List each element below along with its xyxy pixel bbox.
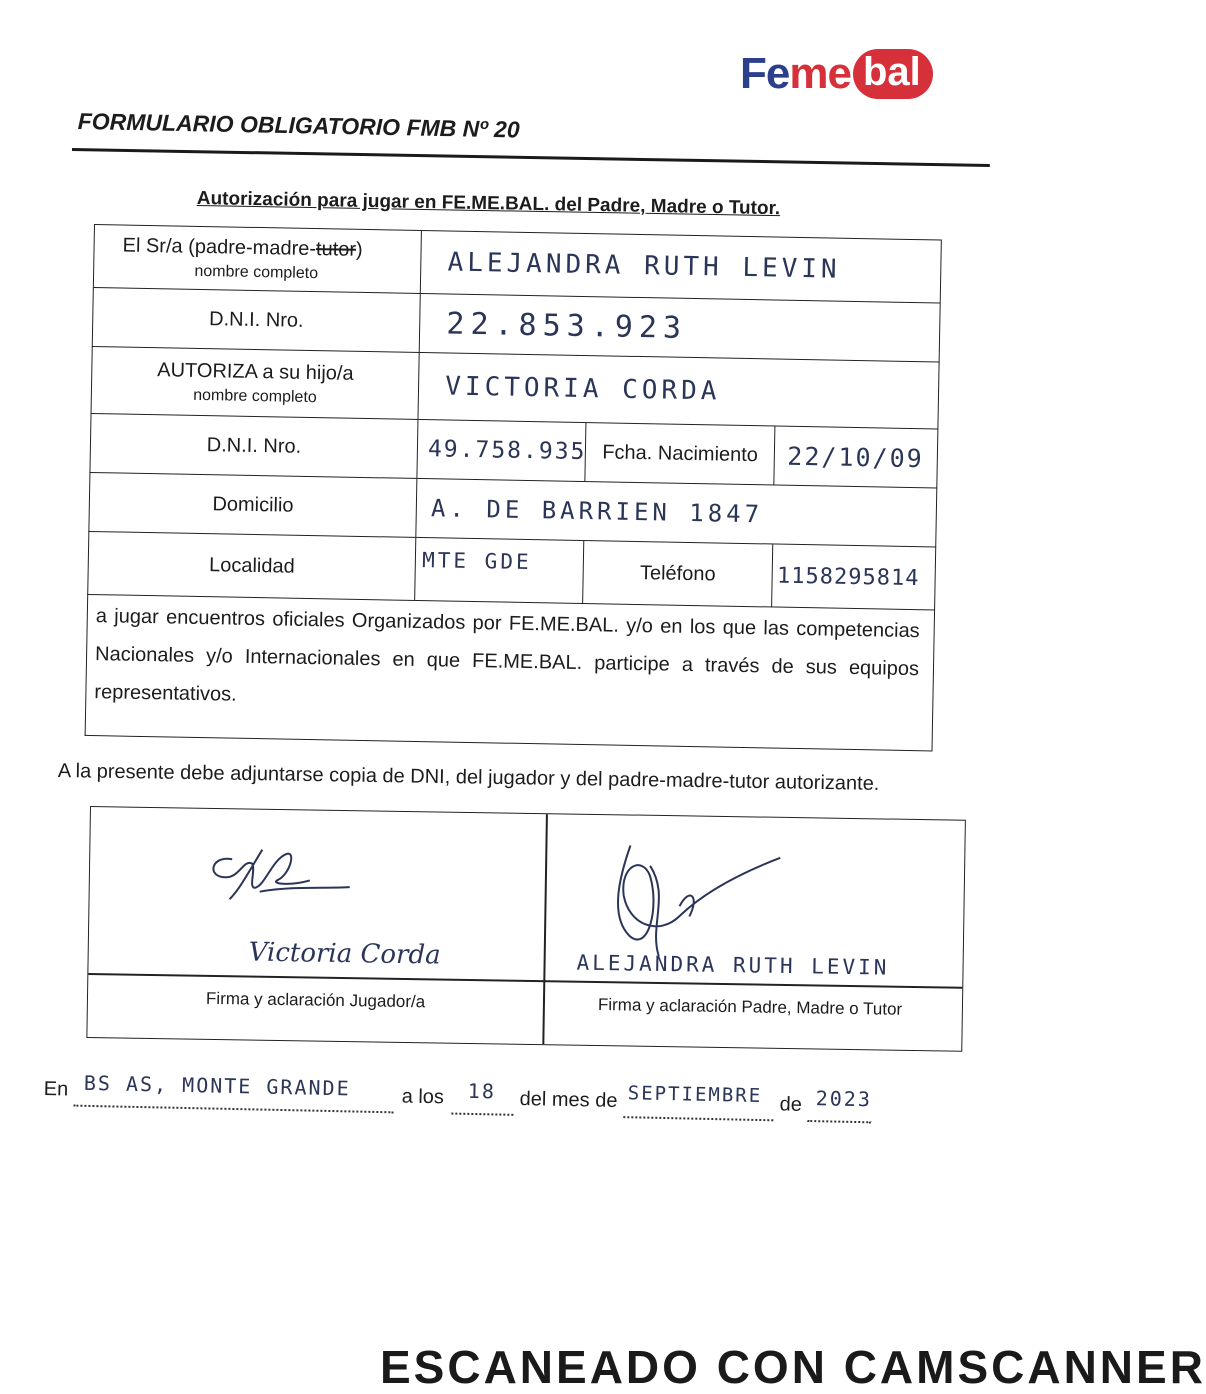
birth-label: Fcha. Nacimiento (585, 423, 775, 484)
player-signature-caption: Firma y aclaración Jugador/a (205, 988, 426, 1012)
locality-label: Localidad (88, 532, 416, 600)
player-printed-name: Victoria Corda (248, 937, 441, 971)
date-de-label: de (779, 1093, 803, 1116)
address-value: A. DE BARRIEN 1847 (430, 494, 764, 529)
title-rule (72, 148, 990, 167)
player-signature-scribble (199, 829, 391, 942)
parent-dni-label: D.N.I. Nro. (93, 288, 421, 352)
logo-me: me (789, 49, 851, 98)
parent-dni-value: 22.853.923 (446, 305, 688, 346)
child-dni-label: D.N.I. Nro. (90, 414, 418, 478)
parent-label-close: ) (355, 238, 363, 261)
form-title: FORMULARIO OBLIGATORIO FMB Nº 20 (77, 108, 520, 143)
date-en-label: En (43, 1078, 69, 1101)
phone-label: Teléfono (583, 541, 774, 606)
authorization-table (85, 224, 942, 751)
row-paragraph (85, 595, 935, 752)
birth-value: 22/10/09 (787, 441, 924, 473)
address-label: Domicilio (89, 473, 417, 537)
parent-label-cell (94, 225, 422, 293)
logo-bal: bal (853, 49, 933, 99)
signature-table (86, 806, 966, 1052)
child-label: AUTORIZA a su hijo/a (157, 358, 354, 385)
child-dni-value: 49.758.935 (417, 420, 586, 481)
date-line (43, 1070, 904, 1136)
parent-printed-name: ALEJANDRA RUTH LEVIN (576, 950, 890, 980)
parent-sub-label: nombre completo (194, 262, 319, 282)
attachment-note: A la presente debe adjuntarse copia de DNI, del jugador y del padre-madre-tutor autorizante. (57, 760, 880, 795)
date-a-los-label: a los (401, 1085, 445, 1109)
parent-signature-caption: Firma y aclaración Padre, Madre o Tutor (597, 995, 903, 1019)
locality-value: MTE GDE (415, 538, 584, 603)
parent-label: El Sr/a (122, 234, 183, 258)
child-name-value: VICTORIA CORDA (445, 371, 721, 407)
authorization-paragraph: a jugar encuentros oficiales Organizados por FE.ME.BAL. y/o en los que las competencias Nacionales y/o Internacionales en que FE.ME.BAL. participe a través de sus equipos representativos. (94, 605, 920, 706)
parent-name-value: ALEJANDRA RUTH LEVIN (447, 247, 841, 285)
date-mes-label: del mes de (519, 1087, 618, 1113)
parent-label-role: (padre-madre- (188, 235, 317, 260)
place-value: BS AS, MONTE GRANDE (83, 1070, 351, 1101)
form-subtitle: Autorización para jugar en FE.ME.BAL. del Padre, Madre o Tutor. (196, 188, 781, 220)
year-value: 2023 (815, 1086, 873, 1112)
signature-divider-vertical (542, 814, 547, 1044)
parent-label-tutor-struck: tutor (315, 237, 357, 261)
day-value: 18 (467, 1078, 497, 1104)
logo-fe: Fe (740, 49, 790, 98)
parent-signature-scribble (589, 835, 791, 968)
femebal-logo (740, 50, 933, 98)
child-sub-label: nombre completo (193, 386, 317, 406)
phone-value: 1158295814 (776, 563, 920, 591)
scanner-watermark-bleed: ESCANEADO CON CAMSCANNER (380, 1341, 1206, 1393)
child-label-cell (92, 347, 420, 419)
month-value: SEPTIEMBRE (627, 1082, 763, 1108)
